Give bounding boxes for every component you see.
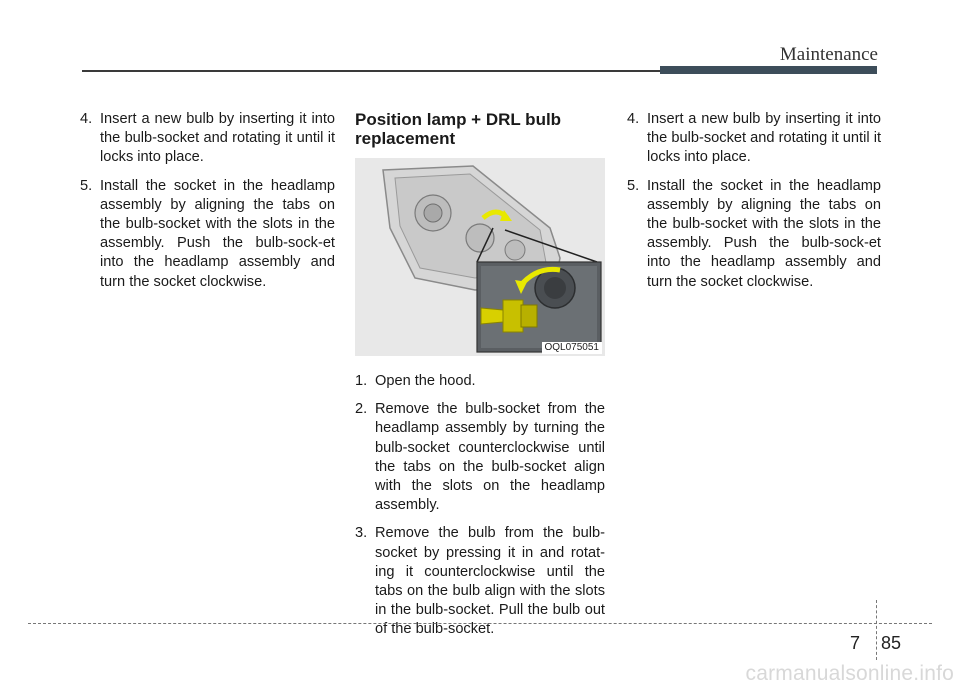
section-title: Maintenance	[779, 44, 878, 65]
step-number: 3.	[355, 525, 368, 542]
step-text: Install the socket in the headlamp assembly by aligning the tabs on the bulb-socket with the slots in the assembly. Push the bulb-sock-et into the headlamp assembly and turn the socket clockwise.	[647, 177, 881, 290]
step-number: 4.	[80, 111, 93, 127]
step-text: Insert a new bulb by inserting it into the bulb-socket and rotating it until it locks into place.	[100, 111, 335, 166]
middle-steps	[355, 372, 605, 640]
step-number: 2.	[355, 401, 368, 418]
list-item	[355, 372, 605, 391]
list-item	[355, 400, 605, 515]
step-text: Install the socket in the headlamp assembly by aligning the tabs on the bulb-socket with the slots in the assembly. Push the bulb-sock-et into the headlamp assembly and turn the socket clockwise.	[100, 177, 335, 290]
step-text: Remove the bulb from the bulb-socket by pressing it in and rotat-ing it counterclockwise until the tabs on the bulb align with the slots in the bulb-socket. Pull the bulb out of the bulb-socket.	[375, 525, 605, 638]
step-text: Insert a new bulb by inserting it into the bulb-socket and rotating it until it locks into place.	[647, 111, 881, 166]
headlamp-illustration	[355, 158, 605, 356]
middle-column	[355, 110, 605, 649]
chapter-number: 7	[850, 633, 861, 653]
headlamp-figure	[355, 158, 605, 356]
left-steps	[80, 110, 335, 292]
footer-divider	[876, 600, 877, 660]
figure-code: OQL075051	[542, 342, 603, 354]
header-rule	[82, 70, 660, 72]
right-steps	[627, 110, 881, 292]
step-number: 4.	[627, 111, 640, 127]
step-number: 5.	[627, 177, 640, 194]
step-text: Remove the bulb-socket from the headlamp assembly by turning the bulb-socket counterclockwise until the tabs on the bulb-socket align with the slots on the headlamp assembly.	[375, 401, 605, 514]
watermark: carmanualsonline.info	[745, 662, 954, 685]
procedure-title: Position lamp + DRL bulb replacement	[355, 110, 562, 148]
header-bar	[660, 66, 877, 74]
step-number: 1.	[355, 373, 368, 389]
step-text: Open the hood.	[375, 373, 476, 389]
right-column	[627, 110, 881, 301]
list-item	[627, 110, 881, 168]
footer-rule	[28, 623, 932, 624]
list-item	[627, 177, 881, 292]
step-number: 5.	[80, 177, 93, 194]
list-item	[80, 177, 335, 292]
page-number: 85	[881, 633, 902, 653]
left-column	[80, 110, 335, 301]
list-item	[80, 110, 335, 168]
